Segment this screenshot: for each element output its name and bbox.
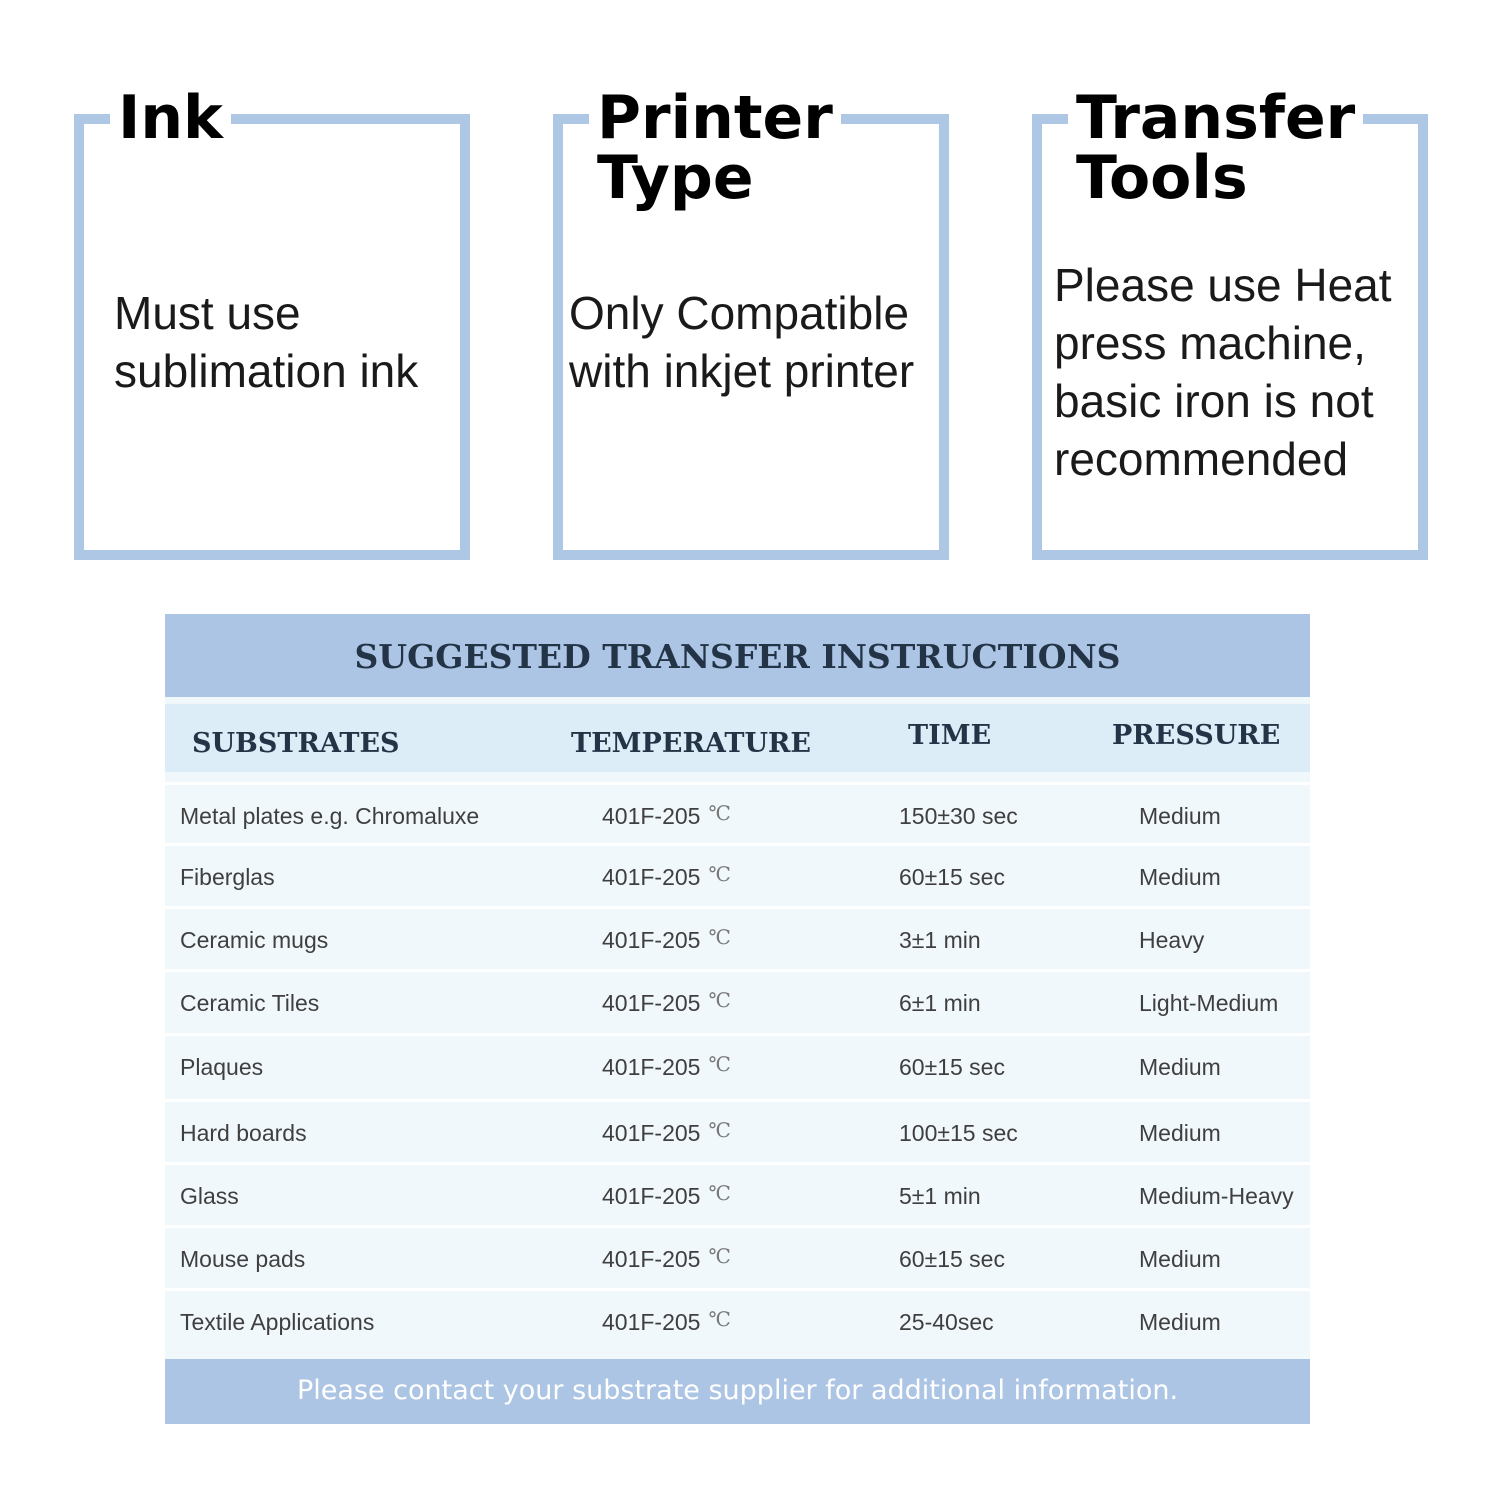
cell-substrate: Mouse pads <box>180 1246 306 1272</box>
temperature-value: 401F-205 <box>602 1309 701 1335</box>
cell-temperature <box>602 1120 731 1147</box>
cell-temperature <box>602 1054 731 1081</box>
column-header-pressure: PRESSURE <box>1112 720 1281 751</box>
cell-temperature <box>602 927 731 954</box>
cell-time: 150±30 sec <box>899 803 1018 829</box>
table-footer-note: Please contact your substrate supplier for additional information. <box>165 1359 1310 1424</box>
printer-type-card <box>553 83 949 560</box>
cell-temperature <box>602 990 731 1017</box>
cell-time: 25-40sec <box>899 1309 994 1335</box>
printer-type-card-body: Only Compatible with inkjet printer <box>569 287 915 397</box>
ink-card <box>74 83 470 560</box>
cell-substrate: Hard boards <box>180 1120 307 1146</box>
cell-pressure: Heavy <box>1139 927 1205 953</box>
cell-substrate: Fiberglas <box>180 864 275 890</box>
temperature-value: 401F-205 <box>602 1120 701 1146</box>
ink-card-body: Must use sublimation ink <box>114 287 419 397</box>
temperature-value: 401F-205 <box>602 803 701 829</box>
transfer-tools-card-title: Transfer Tools <box>1068 88 1363 208</box>
table-row <box>165 906 1310 971</box>
cell-pressure: Medium <box>1139 1120 1221 1146</box>
cell-pressure: Medium <box>1139 1246 1221 1272</box>
celsius-symbol: ℃ <box>708 988 731 1012</box>
table-row <box>165 1162 1310 1227</box>
table-row <box>165 782 1310 847</box>
cell-pressure: Medium-Heavy <box>1139 1183 1294 1209</box>
cell-substrate: Metal plates e.g. Chromaluxe <box>180 803 480 829</box>
column-header-substrates: SUBSTRATES <box>192 728 400 759</box>
celsius-symbol: ℃ <box>708 925 731 949</box>
celsius-symbol: ℃ <box>708 801 731 825</box>
temperature-value: 401F-205 <box>602 1054 701 1080</box>
table-title: SUGGESTED TRANSFER INSTRUCTIONS <box>165 614 1310 697</box>
cell-pressure: Medium <box>1139 864 1221 890</box>
column-header-time: TIME <box>908 720 992 751</box>
temperature-value: 401F-205 <box>602 864 701 890</box>
cell-temperature <box>602 1246 731 1273</box>
table-row <box>165 1288 1310 1353</box>
temperature-value: 401F-205 <box>602 990 701 1016</box>
celsius-symbol: ℃ <box>708 1244 731 1268</box>
cell-time: 6±1 min <box>899 990 981 1016</box>
table-row <box>165 843 1310 908</box>
cell-substrate: Textile Applications <box>180 1309 375 1335</box>
cell-pressure: Light-Medium <box>1139 990 1279 1016</box>
cell-pressure: Medium <box>1139 1054 1221 1080</box>
cell-temperature <box>602 1183 731 1210</box>
cell-time: 60±15 sec <box>899 1246 1005 1272</box>
celsius-symbol: ℃ <box>708 862 731 886</box>
table-row <box>165 1225 1310 1290</box>
cell-time: 100±15 sec <box>899 1120 1018 1146</box>
celsius-symbol: ℃ <box>708 1181 731 1205</box>
temperature-value: 401F-205 <box>602 1183 701 1209</box>
cell-pressure: Medium <box>1139 1309 1221 1335</box>
cell-substrate: Glass <box>180 1183 239 1209</box>
cell-temperature <box>602 1309 731 1336</box>
cell-substrate: Ceramic mugs <box>180 927 329 953</box>
cell-time: 5±1 min <box>899 1183 981 1209</box>
cell-time: 3±1 min <box>899 927 981 953</box>
temperature-value: 401F-205 <box>602 1246 701 1272</box>
table-row <box>165 1033 1310 1098</box>
celsius-symbol: ℃ <box>708 1118 731 1142</box>
cell-temperature <box>602 864 731 891</box>
column-header-temperature: TEMPERATURE <box>571 728 812 759</box>
printer-type-card-title: Printer Type <box>589 88 841 208</box>
cell-substrate: Ceramic Tiles <box>180 990 320 1016</box>
table-row <box>165 1099 1310 1164</box>
transfer-tools-card <box>1032 83 1428 560</box>
temperature-value: 401F-205 <box>602 927 701 953</box>
cell-pressure: Medium <box>1139 803 1221 829</box>
cell-time: 60±15 sec <box>899 864 1005 890</box>
cell-substrate: Plaques <box>180 1054 264 1080</box>
cell-temperature <box>602 803 731 830</box>
celsius-symbol: ℃ <box>708 1307 731 1331</box>
cell-time: 60±15 sec <box>899 1054 1005 1080</box>
celsius-symbol: ℃ <box>708 1052 731 1076</box>
transfer-instructions-table <box>165 614 1310 1424</box>
ink-card-title: Ink <box>110 88 231 148</box>
table-row <box>165 969 1310 1034</box>
transfer-tools-card-body: Please use Heat press machine, basic iron is not recommended <box>1054 259 1392 485</box>
